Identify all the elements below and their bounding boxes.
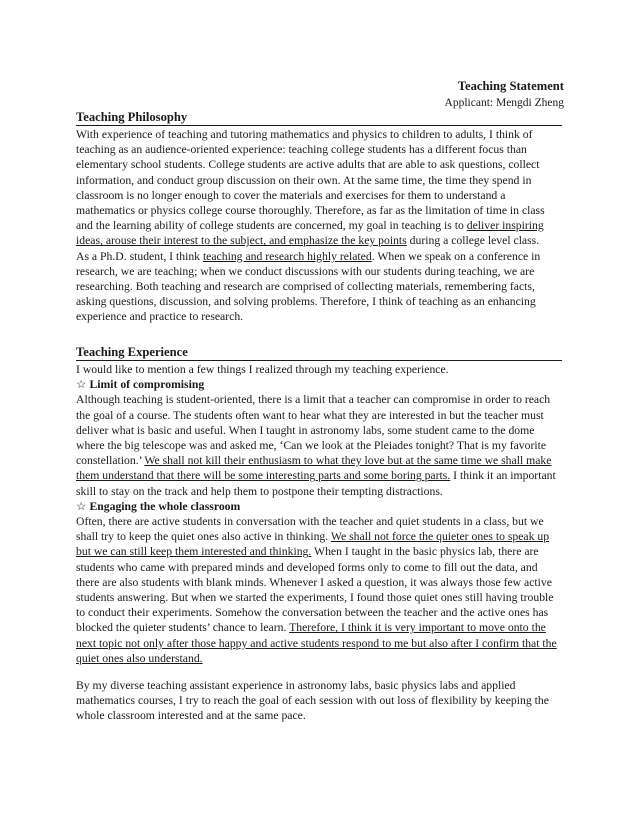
experience-intro: I would like to mention a few things I realized through my teaching experience. [76,363,449,376]
text-run: With experience of teaching and tutoring mathematics and physics to children to adults, I think of teaching as an audience-oriented experience: teaching college students has a different focus than elementary school students. College students are active adults that are able to ask questions, collect information, and conduct group discussion on their own. At the same time, the time they spend in classroom is no longer enough to cover the materials and exercises for them to understand a mathematics or physics college course thoroughly. Therefore, as far as the limitation of time in class and the learning ability of college students are concerned, my goal in teaching is to [76,128,545,233]
text-run: As a Ph.D. student, I think [76,249,203,263]
philosophy-section [76,110,562,325]
subheading-limit-label: Limit of compromising [89,378,205,392]
experience-heading: Teaching Experience [76,345,562,361]
text-run: I think it an important skill to stay on the track and help them to postpone their tempting distractions. [76,469,556,498]
text-run: When I taught in the basic physics lab, there are students who came with prepared minds and developed forms only to come to fill out the data, and there are also students with blank minds. Whenever I asked a question, it was always those few active students answering. But when we started the experiments, I found those quiet ones still having trouble to conduct their experiments. Somehow the conversation between the teacher and the active ones has blocked the quieter students’ chance to learn. [76,545,554,635]
underlined-emphasis: We shall not force the quieter ones to speak up but we can still keep them interested and thinking. [76,530,550,559]
spacer [76,666,562,678]
philosophy-paragraph-1 [76,127,562,249]
underlined-emphasis: deliver inspiring ideas, arouse their interest to the subject, and emphasize the key points [76,219,544,248]
text-run: . When we speak on a conference in research, we are teaching; when we conduct discussions with our students during teaching, we are researching. Both teaching and research are comprised of collecting materials, remembering facts, asking questions, discussion, and solving problems. Therefore, I think of teaching as an enhancing experience and practice to research. [76,249,541,324]
subheading-limit [76,377,562,392]
text-run: Often, there are active students in conversation with the teacher and quiet students in a class, but we shall try to keep the quiet ones also active in thinking. [76,515,544,544]
experience-section [76,345,562,724]
subheading-engaging-label: Engaging the whole classroom [89,499,241,513]
philosophy-paragraph-2 [76,249,562,325]
text-run: Although teaching is student-oriented, there is a limit that a teacher can compromise in order to reach the goal of a course. The students often want to hear what they are interested in but the teacher must deliver what is basic and useful. When I taught in astronomy labs, some student came to the dome where the big telescope was and asked me, ‘Can we look at the Pleiades tonight? That is my favorite constellation.’ [76,393,551,468]
philosophy-heading: Teaching Philosophy [76,110,562,126]
closing-paragraph: By my diverse teaching assistant experience in astronomy labs, basic physics labs and applied mathematics courses, I try to reach the goal of each session with out loss of flexibility by keeping the whole classroom interested and at the same pace. [76,679,549,723]
underlined-emphasis: We shall not kill their enthusiasm to what they love but at the same time we shall make them understand that there will be some interesting parts and some boring parts. [76,454,552,483]
document-header [445,78,564,112]
applicant-name: Applicant: Mengdi Zheng [444,97,564,109]
document-title: Teaching Statement [457,79,564,93]
star-icon: ☆ [76,378,87,392]
subheading-engaging [76,499,562,514]
limit-paragraph [76,392,562,498]
underlined-emphasis: Therefore, I think it is very important to move onto the next topic not only after those happy and active students respond to me but also after I confirm that the quiet ones also understand. [76,621,557,665]
engaging-paragraph [76,514,562,666]
star-icon: ☆ [76,499,87,513]
text-run: during a college level class. [406,234,540,248]
underlined-emphasis: teaching and research highly related [202,249,372,263]
